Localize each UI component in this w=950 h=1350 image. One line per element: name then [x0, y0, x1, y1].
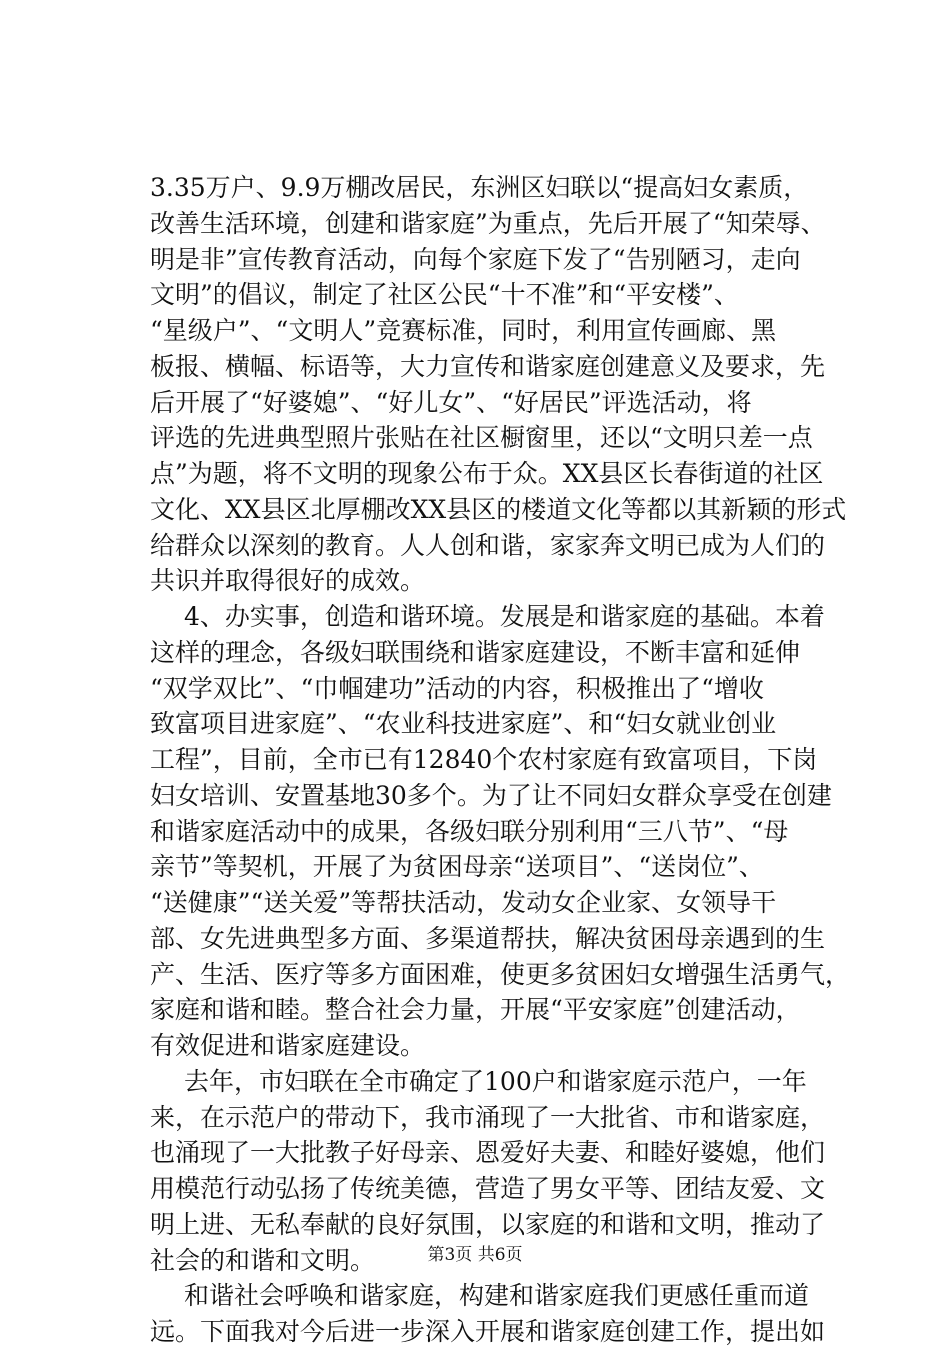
text-line: 3.35万户、9.9万棚改居民，东洲区妇联以“提高妇女素质， [150, 173, 809, 202]
text-line: 后开展了“好婆媳”、“好儿女”、“好居民”评选活动，将 [150, 387, 752, 417]
text-line: 明是非”宣传教育活动，向每个家庭下发了“告别陋习，走向 [150, 244, 801, 274]
text-line: 产、生活、医疗等多方面困难，使更多贫困妇女增强生活勇气， [150, 959, 851, 989]
text-line: 工程”，目前，全市已有12840个农村家庭有致富项目，下岗 [150, 745, 818, 774]
text-line: 致富项目进家庭”、“农业科技进家庭”、和“妇女就业创业 [150, 709, 777, 739]
paragraph-start-line: 去年，市妇联在全市确定了100户和谐家庭示范户，一年 [184, 1066, 807, 1096]
text-line: 给群众以深刻的教育。人人创和谐，家家奔文明已成为人们的 [150, 530, 826, 560]
page-footer: 第3页 共6页 [427, 1245, 523, 1265]
text-line: 这样的理念，各级妇联围绕和谐家庭建设，不断丰富和延伸 [150, 637, 801, 667]
paragraph-start-line: 和谐社会呼唤和谐家庭，构建和谐家庭我们更感任重而道 [184, 1281, 810, 1311]
text-line: 和谐家庭活动中的成果，各级妇联分别利用“三八节”、“母 [150, 816, 789, 846]
text-line: 评选的先进典型照片张贴在社区橱窗里，还以“文明只差一点 [150, 423, 813, 453]
document-body [150, 170, 851, 1350]
text-line: “双学双比”、“巾帼建功”活动的内容，积极推出了“增收 [150, 673, 764, 703]
text-line: 远。下面我对今后进一步深入开展和谐家庭创建工作，提出如 [150, 1317, 826, 1346]
text-line: 明上进、无私奉献的良好氛围，以家庭的和谐和文明，推动了 [150, 1209, 826, 1239]
text-line: 文明”的倡议，制定了社区公民“十不准”和“平安楼”、 [150, 280, 739, 310]
text-line: 文化、XX县区北厚棚改XX县区的楼道文化等都以其新颖的形式 [150, 494, 847, 524]
paragraph-start-line: 4、办实事，创造和谐环境。发展是和谐家庭的基础。本着 [184, 602, 825, 631]
text-line: “星级户”、“文明人”竞赛标准，同时，利用宣传画廊、黑 [150, 316, 777, 345]
text-line: “送健康”“送关爱”等帮扶活动，发动女企业家、女领导干 [150, 888, 777, 917]
text-line: 部、女先进典型多方面、多渠道帮扶，解决贫困母亲遇到的生 [150, 923, 826, 953]
text-line: 来，在示范户的带动下，我市涌现了一大批省、市和谐家庭， [150, 1102, 826, 1132]
text-line: 共识并取得很好的成效。 [150, 566, 426, 596]
text-line: 有效促进和谐家庭建设。 [150, 1031, 426, 1060]
text-line: 家庭和谐和睦。整合社会力量，开展“平安家庭”创建活动， [150, 995, 801, 1025]
text-line: 妇女培训、安置基地30多个。为了让不同妇女群众享受在创建 [150, 780, 832, 810]
text-line: 亲节”等契机，开展了为贫困母亲“送项目”、“送岗位”、 [150, 852, 764, 882]
text-line: 点”为题，将不文明的现象公布于众。XX县区长春街道的社区 [150, 459, 824, 488]
text-line: 也涌现了一大批教子好母亲、恩爱好夫妻、和睦好婆媳，他们 [150, 1138, 826, 1168]
text-line: 板报、横幅、标语等，大力宣传和谐家庭创建意义及要求，先 [150, 351, 826, 381]
text-line: 用模范行动弘扬了传统美德，营造了男女平等、团结友爱、文 [150, 1174, 826, 1203]
text-line: 社会的和谐和文明。 [150, 1245, 376, 1275]
text-line: 改善生活环境，创建和谐家庭”为重点，先后开展了“知荣辱、 [150, 208, 826, 238]
